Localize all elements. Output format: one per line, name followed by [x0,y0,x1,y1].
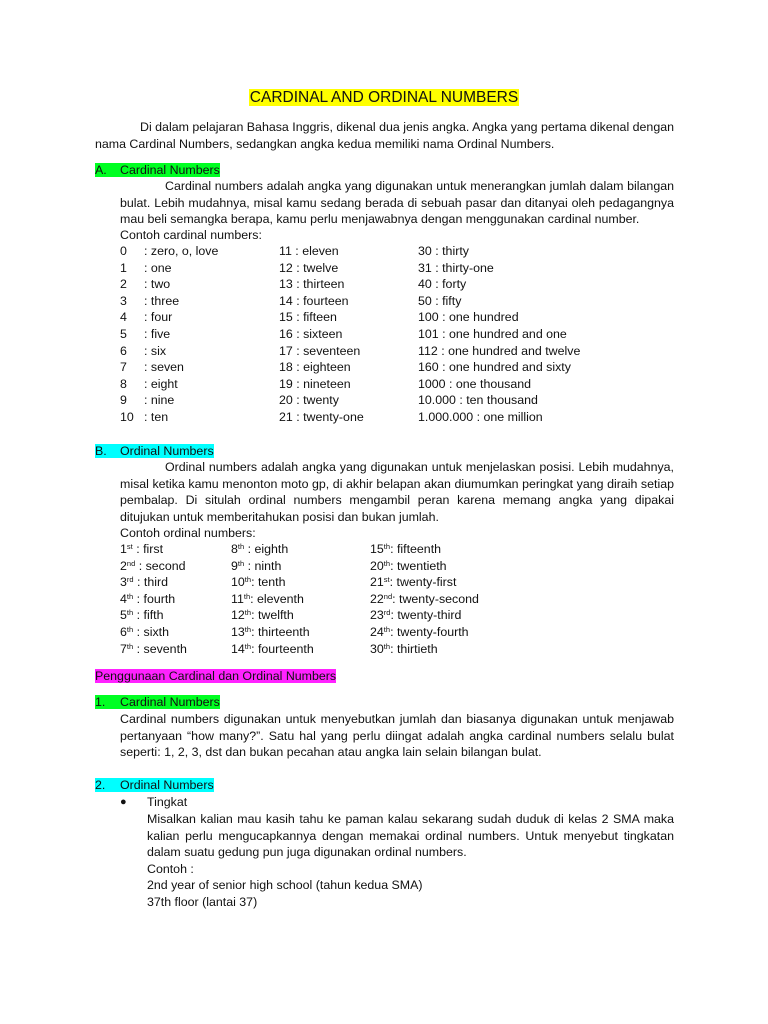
ordinal-entry [120,624,169,641]
cardinal-word: : eight [144,376,178,391]
ordinal-word: : seventh [133,641,187,656]
cardinal-entry [120,409,168,426]
document-title: CARDINAL AND ORDINAL NUMBERS [249,89,519,106]
ordinal-word: : ninth [244,558,282,573]
cardinal-entry: 10.000 : ten thousand [418,393,538,408]
ordinal-word: : second [135,558,186,573]
ordinal-entry [370,541,441,558]
ordinal-word: : fifth [133,608,164,623]
ordinal-number: 9 [231,558,238,573]
cardinal-entry [120,326,170,343]
section-a-highlight [95,163,220,177]
ordinal-suffix: st [383,575,390,585]
usage-item-2-example: 2nd year of senior high school (tahun kedua SMA) [147,878,423,892]
ordinal-suffix: nd [126,558,136,568]
ordinal-suffix: th [126,625,134,634]
ordinal-number: 13 [231,625,245,639]
section-a-body: Cardinal numbers adalah angka yang digunakan untuk menerangkan jumlah dalam bilangan bulat. Lebih mudahnya, misal kamu sedang berada di sebuah pasar dan ditanyai oleh pedagangnya mau beli semangka berapa, kamu perlu menjawabnya dengan menggunakan cardinal number. [120,179,674,227]
ordinal-word: : third [133,575,169,590]
cardinal-word: : three [144,293,180,308]
usage-item-2-bullet-title: Tingkat [147,795,188,809]
ordinal-suffix: nd [383,591,393,601]
ordinal-entry [120,558,186,575]
ordinal-number: 14 [231,641,245,656]
cardinal-digit: 9 [120,393,127,408]
cardinal-entry [120,392,174,409]
usage-item-2-example: 37th floor (lantai 37) [147,895,258,909]
cardinal-entry [120,276,170,293]
section-a-letter: A. [95,163,107,177]
usage-heading [95,668,336,685]
ordinal-word: : fifteenth [390,542,442,556]
ordinal-suffix: th [126,641,134,651]
ordinal-word: : twelfth [251,608,294,623]
section-a-heading [95,162,220,179]
ordinal-word: : thirteenth [251,625,310,639]
cardinal-digit: 5 [120,327,127,341]
ordinal-suffix: th [237,542,245,551]
usage-item-2-bullet-body: Misalkan kalian mau kasih tahu ke paman kalau sekarang sudah duduk di kelas 2 SMA maka kalian perlu mengucapkannya dengan memakai ordinal numbers. Untuk menyebut tingkatan dalam suatu gedung pun juga digunakan ordinal numbers. [147,812,674,860]
ordinal-word: : sixth [133,625,169,639]
ordinal-word: : twenty-second [392,591,479,606]
cardinal-entry: 13 : thirteen [279,277,345,292]
cardinal-entry: 1.000.000 : one million [418,410,543,424]
section-b-highlight [95,444,214,458]
cardinal-entry [120,260,172,277]
ordinal-entry [231,624,310,641]
cardinal-word: : zero, o, love [144,244,219,258]
cardinal-entry [120,243,218,260]
section-b-heading [95,443,214,460]
cardinal-word: : two [144,277,171,292]
cardinal-word: : six [144,343,167,358]
cardinal-entry: 31 : thirty-one [418,260,494,275]
cardinal-entry: 19 : nineteen [279,376,351,391]
ordinal-entry [231,541,288,558]
cardinal-entry: 14 : fourteen [279,293,349,308]
usage-item-1-heading [95,694,220,711]
ordinal-suffix: th [244,575,252,585]
cardinal-entry: 40 : forty [418,277,467,292]
ordinal-entry [370,591,479,608]
ordinal-number: 21 [370,575,384,590]
ordinal-number: 15 [370,542,384,556]
section-a-title: Cardinal Numbers [120,163,220,177]
cardinal-entry: 16 : sixteen [279,327,343,341]
cardinal-entry: 100 : one hundred [418,310,519,325]
usage-item-2-heading [95,777,214,794]
ordinal-suffix: rd [126,575,134,585]
ordinal-suffix: th [244,608,252,618]
ordinal-number: 20 [370,558,384,573]
cardinal-digit: 2 [120,277,127,292]
ordinal-entry [370,624,469,641]
cardinal-entry: 50 : fifty [418,293,462,308]
cardinal-entry: 11 : eleven [279,244,339,258]
cardinal-entry: 15 : fifteen [279,310,337,325]
ordinal-suffix: th [244,625,252,634]
cardinal-word: : four [144,310,173,325]
intro-paragraph: Di dalam pelajaran Bahasa Inggris, dikenal dua jenis angka. Angka yang pertama dikenal dengan nama Cardinal Numbers, sedangkan angka kedua memiliki nama Ordinal Numbers. [95,120,674,151]
ordinal-word: : thirtieth [390,641,438,656]
ordinal-number: 3 [120,575,127,590]
cardinal-digit: 6 [120,343,127,358]
bullet-icon: ● [120,796,127,808]
cardinal-entry [120,343,166,360]
ordinal-number: 30 [370,641,384,656]
cardinal-digit: 1 [120,260,127,275]
ordinal-word: : tenth [251,575,286,590]
ordinal-suffix: th [237,558,245,568]
ordinal-entry [120,591,175,608]
usage-item-1-highlight [95,695,220,709]
ordinal-number: 11 [231,591,244,606]
cardinal-entry: 101 : one hundred and one [418,327,567,341]
ordinal-suffix: rd [383,608,391,618]
ordinal-number: 5 [120,608,127,623]
section-b-example-label: Contoh ordinal numbers: [120,526,256,540]
usage-item-2-highlight [95,778,214,792]
ordinal-entry [231,574,286,591]
ordinal-number: 1 [120,542,127,556]
title-block [0,88,768,107]
ordinal-number: 6 [120,625,127,639]
usage-title: Penggunaan Cardinal dan Ordinal Numbers [95,669,337,683]
ordinal-entry [120,641,187,658]
ordinal-number: 12 [231,608,245,623]
ordinal-entry [370,574,456,591]
usage-item-2-example-label: Contoh : [147,862,194,876]
usage-item-2-number: 2. [95,778,106,792]
cardinal-digit: 10 [120,410,134,424]
ordinal-entry [370,607,461,624]
ordinal-suffix: th [383,542,391,551]
cardinal-entry [120,376,178,393]
ordinal-number: 8 [231,542,238,556]
cardinal-digit: 4 [120,310,127,325]
ordinal-word: : eleventh [250,591,304,606]
cardinal-entry: 30 : thirty [418,244,469,258]
cardinal-entry: 12 : twelve [279,260,339,275]
usage-item-1-title: Cardinal Numbers [120,695,220,709]
cardinal-word: : seven [144,360,184,375]
ordinal-suffix: th [383,625,391,634]
ordinal-entry [231,591,304,608]
ordinal-suffix: th [383,641,391,651]
cardinal-entry: 18 : eighteen [279,360,351,375]
section-b-letter: B. [95,444,107,458]
ordinal-word: : twenty-third [390,608,462,623]
cardinal-entry: 17 : seventeen [279,343,361,358]
cardinal-digit: 8 [120,376,127,391]
ordinal-entry [231,607,294,624]
ordinal-entry [370,558,447,575]
cardinal-word: : five [144,327,171,341]
cardinal-digit: 7 [120,360,127,375]
cardinal-digit: 0 [120,244,127,258]
ordinal-entry [231,641,314,658]
ordinal-suffix: th [243,591,251,601]
usage-item-2-title: Ordinal Numbers [120,778,214,792]
usage-item-1-number: 1. [95,695,106,709]
ordinal-word: : twenty-first [389,575,457,590]
ordinal-entry [370,641,438,658]
ordinal-suffix: st [126,542,133,551]
ordinal-word: : first [132,542,164,556]
ordinal-number: 7 [120,641,127,656]
ordinal-word: : twentieth [390,558,447,573]
cardinal-entry: 20 : twenty [279,393,339,408]
section-b-title: Ordinal Numbers [120,444,214,458]
usage-item-1-body: Cardinal numbers digunakan untuk menyebutkan jumlah dan biasanya digunakan untuk menjawab pertanyaan “how many?”. Satu hal yang perlu diingat adalah angka cardinal numbers selalu bulat seperti: 1, 2, 3, dst dan bukan pecahan atau angka lain selain bilangan bulat. [120,712,674,760]
cardinal-entry: 160 : one hundred and sixty [418,360,571,375]
cardinal-entry: 21 : twenty-one [279,410,364,424]
cardinal-word: : nine [144,393,175,408]
ordinal-suffix: th [244,641,252,651]
cardinal-digit: 3 [120,293,127,308]
ordinal-word: : fourteenth [251,641,314,656]
ordinal-number: 23 [370,608,384,623]
ordinal-word: : fourth [133,591,176,606]
cardinal-entry [120,293,179,310]
ordinal-number: 22 [370,591,384,606]
ordinal-word: : twenty-fourth [390,625,469,639]
cardinal-entry: 112 : one hundred and twelve [418,343,581,358]
ordinal-entry [120,607,163,624]
ordinal-number: 24 [370,625,384,639]
section-a-example-label: Contoh cardinal numbers: [120,228,262,242]
cardinal-entry [120,359,184,376]
cardinal-entry [120,309,172,326]
ordinal-word: : eighth [244,542,289,556]
ordinal-number: 4 [120,591,127,606]
cardinal-entry: 1000 : one thousand [418,376,531,391]
cardinal-word: : ten [144,410,169,424]
ordinal-entry [231,558,281,575]
ordinal-suffix: th [383,558,391,568]
ordinal-suffix: th [126,608,134,618]
ordinal-number: 10 [231,575,245,590]
ordinal-entry [120,541,163,558]
ordinal-number: 2 [120,558,127,573]
cardinal-word: : one [144,260,172,275]
section-b-body: Ordinal numbers adalah angka yang digunakan untuk menjelaskan posisi. Lebih mudahnya, misal ketika kamu menonton moto gp, di akhir belapan akan diumumkan peringkat yang diraih setiap pembalap. Di situlah ordinal numbers mengambil peran karena memang angka yang dipakai ditujukan untuk memberitahukan posisi dan bukan jumlah. [120,460,674,524]
ordinal-entry [120,574,168,591]
ordinal-suffix: th [126,591,134,601]
